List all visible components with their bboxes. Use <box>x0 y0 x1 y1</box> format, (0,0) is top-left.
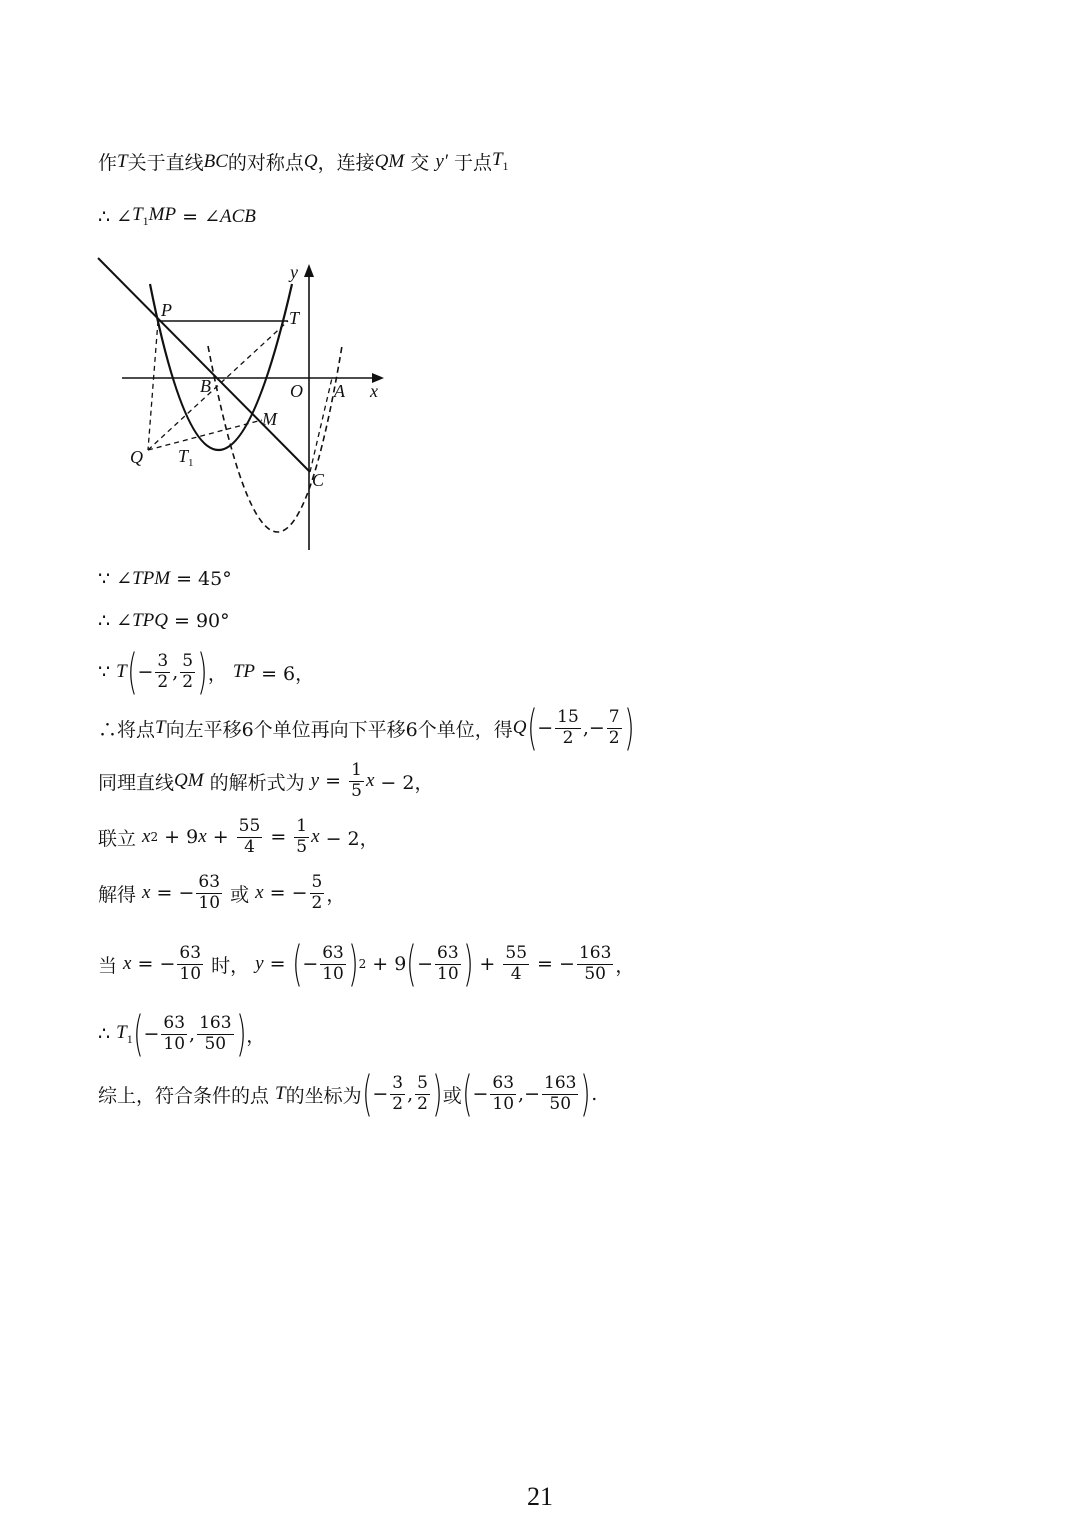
label-m: M <box>262 409 277 429</box>
text-line-1: 作 T 关于直线 BC 的对称点 Q ，连接 QM 交 y′ 于点 $T_1$ <box>98 149 509 174</box>
text-line-2: ∴ ∠ $T_1MP$ = ∠ ACB <box>98 204 256 228</box>
text-line-9: 解得 x = − $\frac{63}{10}$ 或 x = − $\frac{5}{2}$ ， <box>98 872 346 913</box>
page-number: 21 <box>527 1482 553 1511</box>
text-line-11: ∴ $T_1$ ( − $\frac{63}{10}$ , $\frac{163}{50}$ ) ， <box>98 1006 266 1062</box>
y-axis-arrow-icon <box>304 264 314 277</box>
text-line-10: 当 x = − $\frac{63}{10}$ 时， y = ( − $\frac{63}{10}$ ) 2 + 9 ( − $\frac{63}{10}$ ) + $\frac{55}{4}$ = − $\frac{163}{50}$ ， <box>98 936 635 992</box>
label-x: x <box>370 381 378 401</box>
text-line-8: 联立 x 2 + 9 x + $\frac{55}{4}$ = $\frac{1}{5}$ x − 2， <box>98 816 379 857</box>
text-line-4: ∴ ∠ TPQ = 90° <box>98 610 230 632</box>
label-p: P <box>161 300 172 320</box>
label-o: O <box>290 381 303 401</box>
text-line-5: ∵ T ( − $\frac{3}{2}$ , $\frac{5}{2}$ ) ， TP = 6， <box>98 644 315 700</box>
text-line-12: 综上，符合条件的点 T 的坐标为 ( − $\frac{3}{2}$ , $\frac{5}{2}$ ) 或 ( − $\frac{63}{10}$ ,− $\frac{163}{50}$ ) . <box>98 1066 598 1122</box>
label-t1: $T_1$ <box>178 446 194 469</box>
label-b: B <box>200 376 211 396</box>
dashed-parabola <box>208 346 342 532</box>
line-bc <box>98 258 310 472</box>
label-y: y <box>290 262 298 282</box>
text-line-7: 同理直线 QM 的解析式为 y = $\frac{1}{5}$ x − 2， <box>98 760 434 801</box>
label-t: T <box>289 308 300 328</box>
text-line-3: ∵ ∠ TPM = 45° <box>98 568 232 590</box>
segment-pq <box>148 321 158 450</box>
segment-qt <box>148 321 288 450</box>
parabola-figure <box>96 256 396 556</box>
text-line-6: ∴将点 T 向左平移6个单位再向下平移6个单位，得 Q ( − $\frac{15}{2}$ ,− $\frac{7}{2}$ ) <box>98 700 635 756</box>
segment-ac <box>310 378 332 472</box>
label-a: A <box>334 381 345 401</box>
label-q: Q <box>130 447 143 467</box>
label-c: C <box>312 470 325 490</box>
